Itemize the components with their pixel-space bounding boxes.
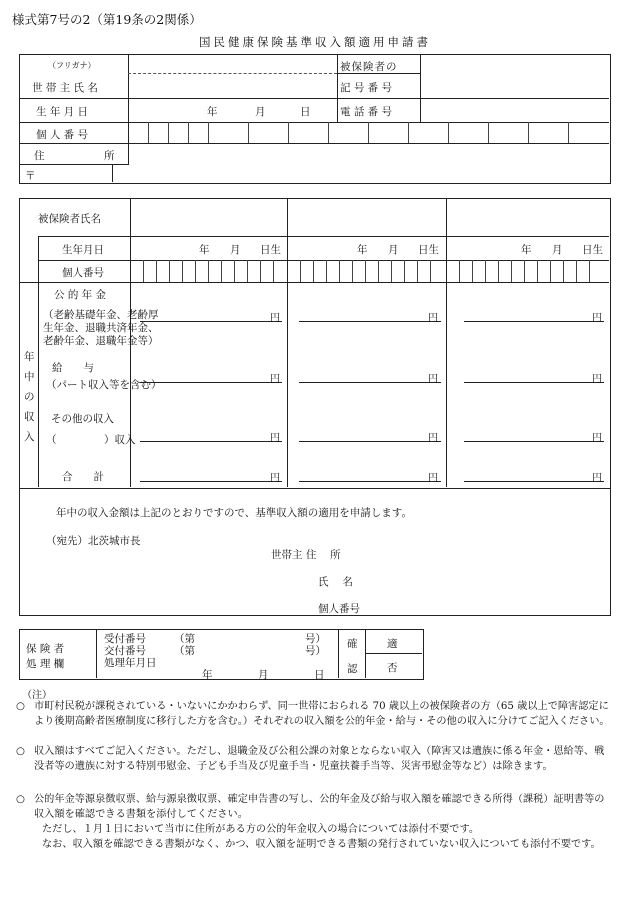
issue-open: （第 — [174, 645, 195, 657]
dob-label: 生 年 月 日 — [36, 106, 89, 118]
other-income-label: その他の収入 — [51, 413, 114, 425]
salary-note: （パート収入等を含む） — [46, 379, 162, 391]
dob-daysuffix-2: 日生 — [418, 244, 439, 256]
yen-total-1: 円 — [270, 473, 280, 484]
note-text-3: 公的年金等源泉徴収票、給与源泉徴収票、確定申告書の写し、公的年金及び給与収入額を確認できる所得（課税）証明書等の収入額を確認できる書類を添付してください。 — [34, 794, 605, 820]
yen-pension-3: 円 — [592, 313, 602, 324]
phone-field[interactable] — [422, 100, 607, 120]
office-label-1: 保 険 者 — [26, 643, 65, 655]
confirm-ng[interactable]: 否 — [387, 662, 398, 674]
yen-pension-2: 円 — [428, 313, 438, 324]
yen-other-1: 円 — [270, 433, 280, 444]
head-personal-no-label: 個人番号 — [318, 603, 360, 615]
note-bullet: ○ — [16, 746, 25, 757]
dob-month-3: 月 — [552, 244, 563, 256]
confirm-label-2: 認 — [347, 663, 358, 675]
dob-year-2: 年 — [357, 244, 368, 256]
yen-salary-1: 円 — [270, 374, 280, 385]
yen-other-2: 円 — [428, 433, 438, 444]
processed-date-label: 処理年月日 — [104, 657, 157, 669]
insured-dob-label: 生年月日 — [62, 244, 104, 256]
receipt-close: 号） — [305, 633, 326, 645]
note-extra-text-2: なお、収入額を確認できる書類がなく、かつ、収入額を証明できる書類の発行されていない収入についても添付不要です。 — [42, 839, 601, 850]
dob-month-1: 月 — [230, 244, 241, 256]
yen-total-3: 円 — [592, 473, 602, 484]
insured-name-field-3[interactable] — [448, 200, 607, 234]
salary-label: 給 与 — [52, 362, 94, 374]
other-open: （ — [46, 434, 57, 446]
income-side-1: 年 — [24, 351, 35, 363]
dob-month: 月 — [255, 106, 266, 118]
address-label-1: 住 — [34, 150, 45, 162]
personal-no-label: 個 人 番 号 — [36, 129, 89, 141]
head-name-label: 世 帯 主 氏 名 — [32, 82, 98, 94]
personal-no-boxes[interactable] — [128, 122, 609, 143]
office-label-2: 処 理 欄 — [26, 658, 65, 670]
yen-other-3: 円 — [592, 433, 602, 444]
total-label: 合 計 — [62, 471, 104, 483]
note-item-1 — [16, 700, 612, 729]
pension-label: 公 的 年 金 — [54, 289, 107, 301]
confirm-ok[interactable]: 適 — [387, 638, 398, 650]
note-extra-1 — [16, 823, 612, 838]
insured-name-field-2[interactable] — [289, 200, 444, 234]
postal-mark: 〒 — [25, 170, 36, 182]
insured-no-label-2: 記 号 番 号 — [340, 82, 393, 94]
note-text-2: 収入額はすべてご記入ください。ただし、退職金及び公租公課の対象とならない収入（障害又は遺族に係る年金・恩給等、戦没者等の遺族に対する特別弔慰金、子ども手当及び児童手当・児童扶養手当等、災害弔慰金等など）は除きます。 — [34, 746, 605, 772]
insured-no-label-1: 被保険者の — [340, 61, 398, 73]
insured-personal-no-label: 個人番号 — [62, 267, 104, 279]
income-side-5: 入 — [24, 431, 35, 443]
note-extra-text-1: ただし、１月１日において当市に住所がある方の公的年金収入の場合については添付不要です。 — [42, 824, 480, 835]
pension-note-1: （老齢基礎年金、老齢厚 — [43, 309, 159, 321]
receipt-no-label: 受付番号 — [104, 633, 146, 645]
head-name-field[interactable] — [130, 75, 335, 97]
yen-total-2: 円 — [428, 473, 438, 484]
furigana-label: （フリガナ） — [48, 61, 96, 70]
insured-personal-no-boxes[interactable] — [130, 260, 609, 282]
form-code: 様式第7号の2（第19条の2関係） — [12, 12, 202, 27]
notes-heading: （注） — [22, 690, 52, 701]
income-side-3: の — [24, 391, 35, 403]
note-extra-2 — [16, 838, 612, 853]
address-field[interactable] — [130, 145, 607, 180]
income-side-4: 収 — [24, 411, 35, 423]
insured-name-label: 被保険者氏名 — [38, 213, 101, 225]
confirm-label-1: 確 — [347, 638, 358, 650]
pension-note-2: 生年金、退職共済年金、 — [43, 322, 159, 334]
issue-no-label: 交付番号 — [104, 645, 146, 657]
yen-salary-2: 円 — [428, 374, 438, 385]
insured-name-field-1[interactable] — [132, 200, 285, 234]
dob-daysuffix-1: 日生 — [260, 244, 281, 256]
addressee: （宛先）北茨城市長 — [46, 535, 141, 547]
yen-pension-1: 円 — [270, 313, 280, 324]
processed-day: 日 — [314, 669, 325, 681]
dob-year-1: 年 — [199, 244, 210, 256]
dob-year: 年 — [207, 106, 218, 118]
dob-daysuffix-3: 日生 — [582, 244, 603, 256]
page-title: 国民健康保険基準収入額適用申請書 — [199, 35, 431, 49]
dob-month-2: 月 — [388, 244, 399, 256]
note-item-2 — [16, 745, 612, 774]
dob-year-3: 年 — [521, 244, 532, 256]
phone-label: 電 話 番 号 — [340, 106, 393, 118]
address-label-2: 所 — [104, 150, 115, 162]
pension-note-3: 老齢年金、退職年金等） — [43, 335, 159, 347]
head-address-label: 世帯主 住 所 — [271, 549, 341, 561]
other-close: ）収入 — [104, 434, 136, 446]
yen-salary-3: 円 — [592, 374, 602, 385]
declaration-statement: 年中の収入金額は上記のとおりですので、基準収入額の適用を申請します。 — [56, 507, 412, 519]
processed-year: 年 — [202, 669, 213, 681]
note-item-3 — [16, 793, 612, 822]
note-text-1: 市町村民税が課税されている・いないにかかわらず、同一世帯におられる 70 歳以上の被保険者の方（65 歳以上で障害認定により後期高齢者医療制度に移行した方を含む。）それぞれの収入額を公的年金・給与・その他の収入に分けてご記入ください。 — [34, 701, 610, 727]
issue-close: 号） — [305, 645, 326, 657]
head-name-sign-label: 氏 名 — [318, 576, 353, 588]
dob-day: 日 — [300, 106, 311, 118]
processed-month: 月 — [258, 669, 269, 681]
note-bullet: ○ — [16, 794, 25, 805]
note-bullet: ○ — [16, 701, 25, 712]
receipt-open: （第 — [174, 633, 195, 645]
income-side-2: 中 — [24, 371, 35, 383]
insured-no-field[interactable] — [422, 56, 607, 96]
